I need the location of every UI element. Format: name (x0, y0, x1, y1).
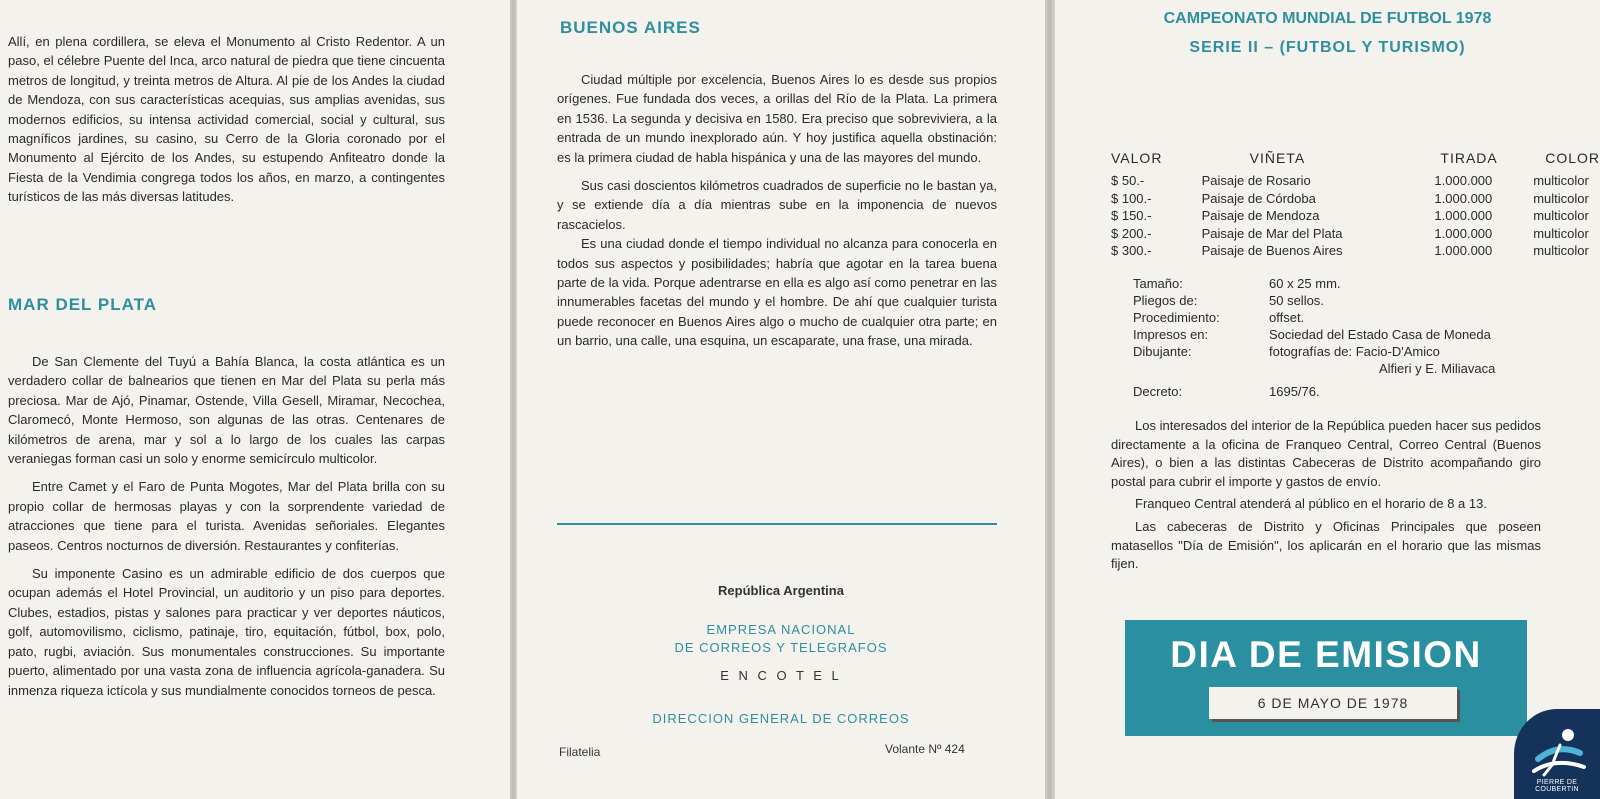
stamp-valor: $ 50.- (1111, 173, 1145, 188)
dia-de-emision-box (1125, 620, 1527, 736)
spec-row (1133, 377, 1495, 400)
spec-value-line-2: Alfieri y E. Miliavaca (1379, 361, 1496, 376)
stamp-color: multicolor (1533, 173, 1589, 188)
spec-value: 1695/76. (1269, 384, 1320, 399)
ba-paragraph-3: Es una ciudad donde el tiempo individual no alcanza para conocerla en todos sus aspectos y posibilidades; habría que agotar en la tarea buena parte de la vida. Porque adentrarse en ella es algo así como penetrar en las innumerables facetas del mundo y el hombre. De ahí que cualquier turista puede reconocer en Buenos Aires algo o mucho de cualquier otra parte; en un barrio, una calle, una esquina, un escaparate, una frase, una mirada. (557, 236, 997, 349)
company-line-2: DE CORREOS Y TELEGRAFOS (674, 640, 888, 655)
fold-line-1 (510, 0, 517, 799)
left-panel (0, 0, 510, 799)
volante-label: Volante Nº 424 (885, 742, 965, 756)
spec-label: Tamaño: (1133, 276, 1183, 291)
company-line-1: EMPRESA NACIONAL (706, 622, 856, 637)
table-row (1111, 190, 1600, 208)
table-row (1111, 207, 1600, 225)
col-vineta: VIÑETA (1249, 150, 1306, 166)
spec-row (1133, 309, 1495, 326)
logo-text: PIERRE DE COUBERTIN (1535, 779, 1579, 793)
country-label: República Argentina (718, 583, 844, 598)
stamp-tirada: 1.000.000 (1434, 243, 1493, 258)
ba-paragraph-2: Sus casi doscientos kilómetros cuadrados de superficie no le bastan ya, y se extiende día a día mientras sube en la imponencia de nuevos rascacielos. (557, 178, 997, 232)
divider-rule (557, 523, 997, 525)
fold-line-2 (1045, 0, 1055, 799)
filatelia-label: Filatelia (559, 745, 601, 759)
encotel-acronym: E N C O T E L (720, 668, 842, 683)
table-row (1111, 172, 1600, 190)
col-color: COLOR (1545, 150, 1600, 166)
specs-table (1133, 275, 1495, 400)
stamp-tirada: 1.000.000 (1434, 190, 1493, 206)
stamp-valor: $ 200.- (1111, 225, 1152, 241)
stamps-table (1111, 150, 1600, 260)
buenos-aires-heading: BUENOS AIRES (560, 18, 701, 37)
stamp-tirada: 1.000.000 (1434, 173, 1493, 188)
coubertin-logo (1514, 709, 1600, 799)
spec-value: 60 x 25 mm. (1269, 276, 1341, 291)
info-paragraph-3: Las cabeceras de Distrito y Oficinas Principales que poseen matasellos "Día de Emisión", los aplicarán en el horario que las mismas fijen. (1111, 518, 1541, 572)
info-text (1111, 417, 1541, 574)
dia-de-emision-title: DIA DE EMISION (1170, 634, 1482, 675)
stamp-color: multicolor (1533, 190, 1589, 206)
spec-value (1269, 343, 1495, 377)
stamp-color: multicolor (1533, 225, 1589, 241)
mdp-paragraph-1: De San Clemente del Tuyú a Bahía Blanca, la costa atlántica es un verdadero collar de balnearios que tienen en Mar del Plata su perla más preciosa. Mar de Ajó, Pinamar, Ostende, Villa Gesell, Miramar, Necochea, Claromecó, Monte Hermoso, son algunas de las otras. Centenares de kilómetros de arena, mar y sol a lo largo de los cuales las carpas veraniegas forman casi un solo y enorme semicírculo multicolor. (8, 354, 445, 467)
title-line-2: SERIE II – (FUTBOL Y TURISMO) (1189, 39, 1466, 56)
spec-value: Sociedad del Estado Casa de Moneda (1269, 327, 1491, 342)
spec-label: Pliegos de: (1133, 293, 1198, 308)
col-valor: VALOR (1111, 150, 1163, 166)
mar-del-plata-heading: MAR DEL PLATA (8, 295, 157, 314)
stamp-valor: $ 300.- (1111, 243, 1152, 258)
spec-value-line-1: fotografías de: Facio-D'Amico (1269, 344, 1440, 359)
spec-label: Impresos en: (1133, 327, 1209, 342)
spec-row (1133, 343, 1495, 377)
ba-paragraph-1: Ciudad múltiple por excelencia, Buenos Aires lo es desde sus propios orígenes. Fue fundada dos veces, a orillas del Río de la Plata. La primera en 1536. La segunda y decisiva en 1580. Era preciso que sobreviviera, a la entrada de un mundo inexplorado aún. Y hoy justifica aquella obstinación: es la primera ciudad de habla hispánica y una de las mayores del mundo. (557, 72, 997, 165)
spec-value: offset. (1269, 310, 1305, 325)
stamp-valor: $ 150.- (1111, 208, 1152, 223)
emission-date: 6 DE MAYO DE 1978 (1209, 687, 1457, 719)
spec-label: Dibujante: (1133, 344, 1192, 359)
table-header-row (1111, 150, 1600, 172)
intro-paragraph: Allí, en plena cordillera, se eleva el Monumento al Cristo Redentor. A un paso, el célebre Puente del Inca, arco natural de piedra que tiene cincuenta metros de longitud, y treinta metros de Altura. Al pie de los Andes la ciudad de Mendoza, con sus características acequias, sus amplias avenidas, sus modernos edificios, su intensa actividad comercial, social y cultural, sus magníficos jardines, su casino, su Cerro de la Gloria coronado por el Monumento al Ejército de los Andes, su estupendo Anfiteatro donde la Fiesta de la Vendimia congrega todos los años, en marzo, a contingentes turísticos de las más diversas latitudes. (8, 34, 445, 205)
info-paragraph-1: Los interesados del interior de la República pueden hacer sus pedidos directamente a la oficina de Franqueo Central, Correo Central (Buenos Aires), o bien a las distintas Cabeceras de Distrito acompañando giro postal para cubrir el importe y gastos de envío. (1111, 418, 1541, 489)
stamp-valor: $ 100.- (1111, 190, 1152, 206)
stamp-vineta: Paisaje de Mendoza (1201, 208, 1320, 223)
spec-row (1133, 326, 1495, 343)
stamp-vineta: Paisaje de Buenos Aires (1201, 243, 1343, 258)
spec-label: Procedimiento: (1133, 310, 1220, 325)
stamp-vineta: Paisaje de Rosario (1201, 173, 1311, 188)
mdp-paragraph-3: Su imponente Casino es un admirable edificio de dos cuerpos que ocupan además el Hotel Provincial, un auditorio y un piso para deportes. Clubes, estadios, pistas y salones para practicar y ver deportes náuticos, golf, automovilismo, ciclismo, patinaje, tiro, equitación, fútbol, box, polo, pato, rugbi, aviación. Sus monumentales construcciones. Su importante puerto, alimentado por una vasta zona de influencia agrícola-ganadera. Su inmenza riqueza ictícola y sus mundialmente conocidos torneos de pesca. (8, 566, 445, 698)
table-row (1111, 242, 1600, 260)
table-row (1111, 225, 1600, 243)
col-tirada: TIRADA (1440, 150, 1498, 166)
right-panel (1055, 0, 1600, 799)
mar-del-plata-text (8, 352, 445, 700)
stamp-vineta: Paisaje de Córdoba (1201, 190, 1316, 206)
stamp-vineta: Paisaje de Mar del Plata (1201, 225, 1343, 241)
info-paragraph-2: Franqueo Central atenderá al público en el horario de 8 a 13. (1135, 496, 1487, 512)
spec-value: 50 sellos. (1269, 293, 1324, 308)
buenos-aires-text (557, 70, 997, 351)
mdp-paragraph-2: Entre Camet y el Faro de Punta Mogotes, Mar del Plata brilla con su propio collar de hermosas playas y con la sorprendente variedad de atracciones que tiene para el turista. Avenidas señoriales. Elegantes paseos. Centros nocturnos de diversión. Restaurantes y confiterías. (8, 479, 445, 553)
spec-label: Decreto: (1133, 384, 1183, 399)
middle-panel (517, 0, 1045, 799)
title-line-1: CAMPEONATO MUNDIAL DE FUTBOL 1978 (1163, 10, 1492, 27)
spec-row (1133, 275, 1495, 292)
spec-row (1133, 292, 1495, 309)
direction-label: DIRECCION GENERAL DE CORREOS (652, 711, 910, 726)
stamp-color: multicolor (1533, 208, 1589, 223)
stamp-tirada: 1.000.000 (1434, 225, 1493, 241)
stamp-tirada: 1.000.000 (1434, 208, 1493, 223)
stamp-color: multicolor (1533, 243, 1589, 258)
